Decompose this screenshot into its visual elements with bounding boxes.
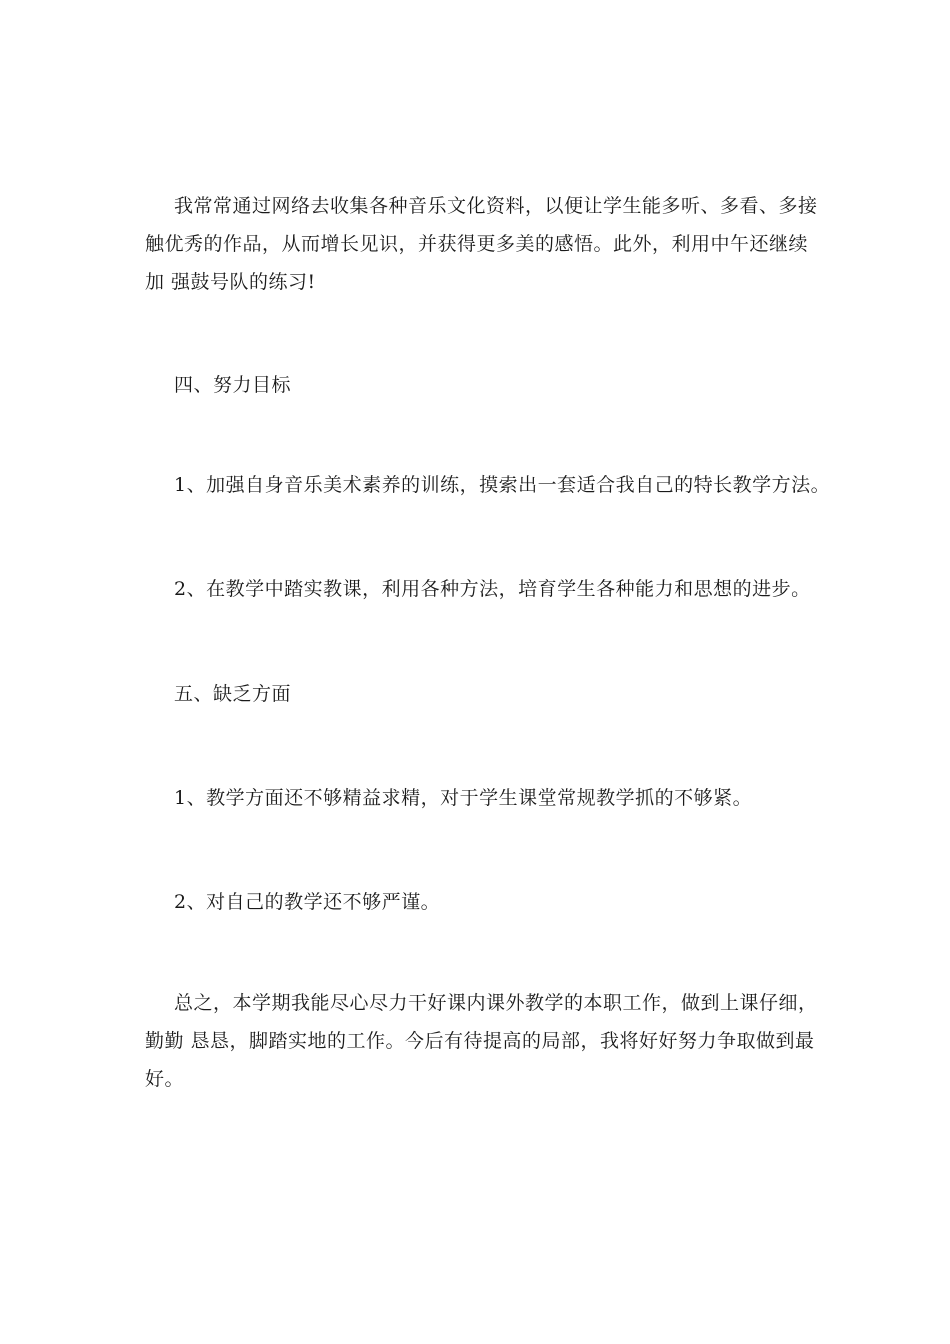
section-heading-text: 四、努力目标 <box>174 374 292 396</box>
shortcoming-item <box>145 779 810 817</box>
paragraph-line: 勤勤 恳恳，脚踏实地的工作。今后有待提高的局部，我将好好努力争取做到最 <box>145 1030 815 1052</box>
goal-item <box>145 570 810 608</box>
section-heading-shortcomings <box>145 675 810 713</box>
paragraph-conclusion <box>145 984 818 1098</box>
paragraph-line: 触优秀的作品，从而增长见识，并获得更多美的感悟。此外，利用中午还继续 <box>145 233 809 255</box>
paragraph-line: 总之，本学期我能尽心尽力干好课内课外教学的本职工作，做到上课仔细， <box>174 992 818 1014</box>
goal-item <box>145 466 831 504</box>
shortcoming-item <box>145 883 810 921</box>
shortcoming-item-text: 2、对自己的教学还不够严谨。 <box>174 891 441 913</box>
paragraph-line: 好。 <box>145 1068 185 1090</box>
paragraph-line: 加 强鼓号队的练习! <box>145 271 316 293</box>
goal-item-text: 2、在教学中踏实教课，利用各种方法，培育学生各种能力和思想的进步。 <box>174 578 811 600</box>
goal-item-text: 1、加强自身音乐美术素养的训练，摸索出一套适合我自己的特长教学方法。 <box>174 474 831 496</box>
paragraph-line: 我常常通过网络去收集各种音乐文化资料，以便让学生能多听、多看、多接 <box>174 195 818 217</box>
paragraph-music-resources <box>145 187 818 301</box>
shortcoming-item-text: 1、教学方面还不够精益求精，对于学生课堂常规教学抓的不够紧。 <box>174 787 753 809</box>
section-heading-text: 五、缺乏方面 <box>174 683 292 705</box>
section-heading-goals <box>145 366 810 404</box>
